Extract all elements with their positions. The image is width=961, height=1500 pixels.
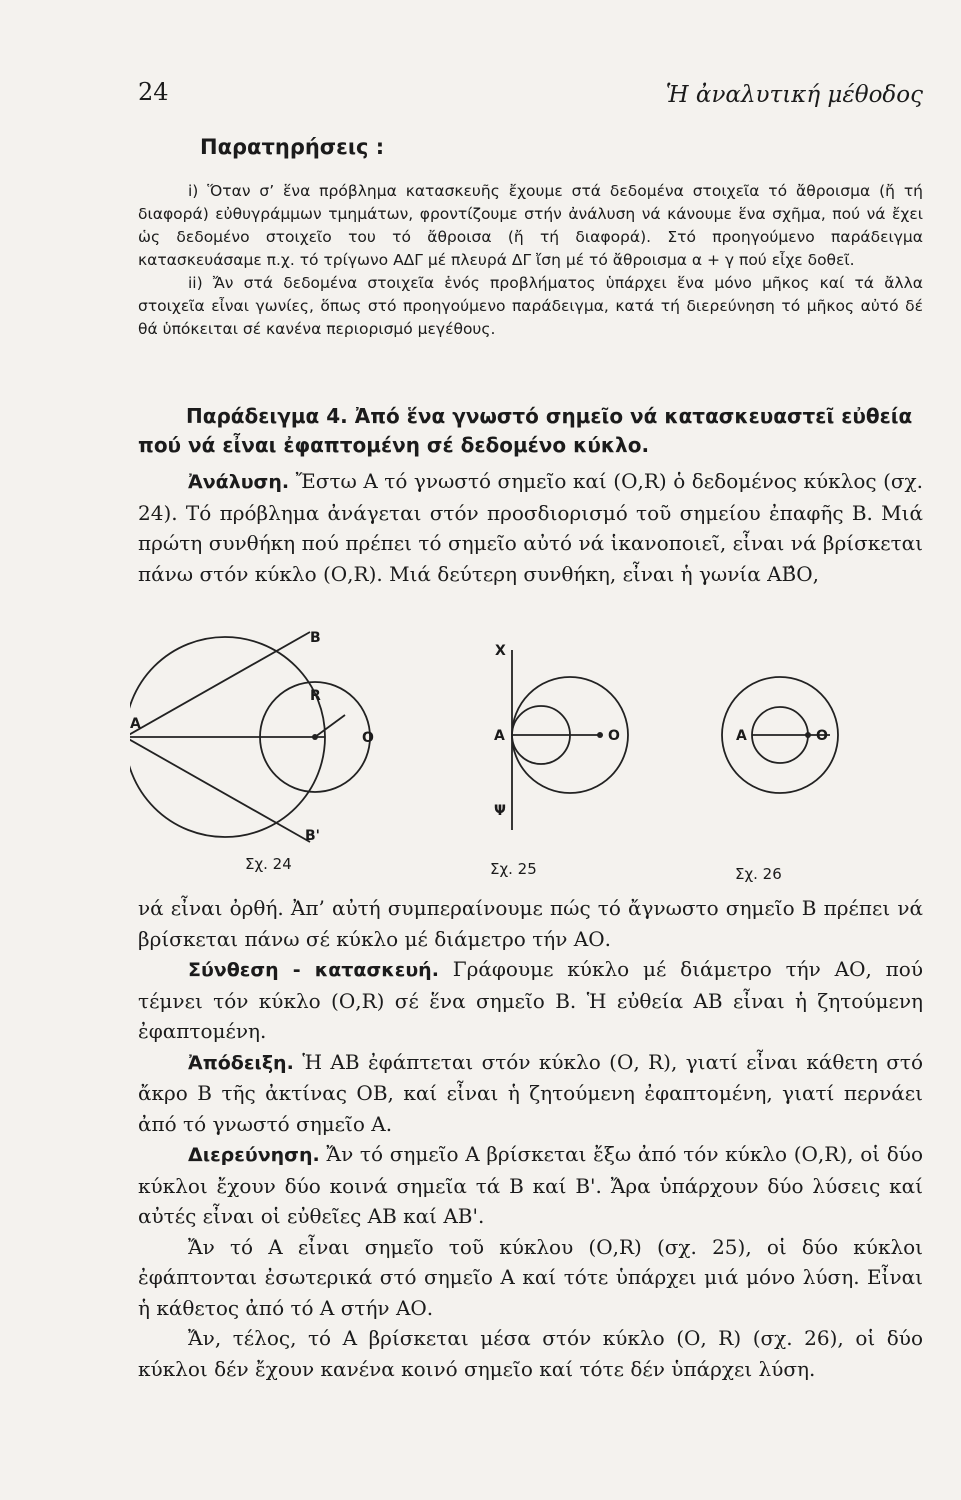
remarks-block (138, 180, 923, 341)
fig25-label-x: X (495, 643, 506, 659)
fig24-caption: Σχ. 24 (245, 855, 292, 873)
angle-abo: ΑΒ̂Ο, (767, 561, 820, 586)
discussion-heading: Διερεύνηση. (188, 1144, 320, 1166)
analysis-paragraph (138, 466, 923, 589)
fig24-tangent-ab-prime (130, 737, 310, 842)
figures (130, 620, 930, 890)
fig24-radius (315, 715, 345, 737)
fig24-tangent-ab (130, 632, 310, 737)
analysis-heading: Ἀνάλυση. (188, 471, 290, 493)
synthesis-paragraph (138, 954, 923, 1047)
discussion-text-1: Ἄν τό σημεῖο Α βρίσκεται ἔξω ἀπό τόν κύκλο (Ο,R), οἱ δύο κύκλοι ἔχουν δύο κοινά σημεῖα τά Β καί Β'. Ἄρα ὑπάρχουν δύο λύσεις καί αὐτές εἶναι οἱ εὐθεῖες ΑΒ καί ΑΒ'. (138, 1142, 923, 1228)
fig24-label-o: Ο (362, 730, 374, 746)
fig24-label-b: Β (310, 630, 321, 646)
analysis-continuation: νά εἶναι ὀρθή. Ἀπ’ αὐτή συμπεραίνουμε πώς τό ἄγνωστο σημεῖο Β πρέπει νά βρίσκεται πάνω σέ κύκλο μέ διάμετρο τήν ΑΟ. (138, 896, 923, 951)
fig25-label-psi: Ψ (494, 803, 506, 819)
synthesis-heading: Σύνθεση - κατασκευή. (188, 959, 439, 981)
example-title (138, 402, 923, 460)
remarks-title: Παρατηρήσεις : (200, 135, 385, 159)
fig26-caption: Σχ. 26 (735, 865, 782, 883)
fig25-label-o: Ο (608, 728, 620, 744)
discussion-text-3: Ἄν, τέλος, τό Α βρίσκεται μέσα στόν κύκλο (Ο, R) (σχ. 26), οἱ δύο κύκλοι δέν ἔχουν κανένα κοινό σημεῖο καί τότε δέν ὑπάρχει λύση. (138, 1326, 923, 1381)
fig24-label-a: Α (130, 716, 141, 732)
page-header (138, 78, 923, 118)
fig24-label-r: R (310, 688, 321, 704)
discussion-text-2: Ἄν τό Α εἶναι σημεῖο τοῦ κύκλου (Ο,R) (σχ. 25), οἱ δύο κύκλοι ἐφάπτονται ἐσωτερικά στό σημεῖο Α καί τότε ὑπάρχει μιά μόνο λύση. Εἶναι ἡ κάθετος ἀπό τό Α στήν ΑΟ. (138, 1234, 923, 1320)
remark-2: ii) Ἄν στά δεδομένα στοιχεῖα ἑνός προβλήματος ὑπάρχει ἕνα μόνο μῆκος καί τά ἄλλα στοιχεῖα εἶναι γωνίες, ὅπως στό προηγούμενο παράδειγμα, κατά τή διερεύνηση τό μῆκος αὐτό δέ θά ὑπόκειται σέ κανένα περιορισμό μεγέθους. (138, 274, 923, 338)
proof-paragraph (138, 1047, 923, 1140)
example-label: Παράδειγμα 4. (186, 404, 348, 428)
example-statement: Ἀπό ἕνα γνωστό σημεῖο νά κατασκευαστεῖ εὐθεία πού νά εἶναι ἐφαπτομένη σέ δεδομένο κύκλο. (138, 404, 913, 457)
analysis-text: Ἔστω Α τό γνωστό σημεῖο καί (Ο,R) ὁ δεδομένος κύκλος (σχ. 24). Τό πρόβλημα ἀνάγεται στόν προσδιορισμό τοῦ σημείου ἐπαφῆς Β. Μιά πρώτη συνθήκη πού πρέπει τό σημεῖο αὐτό νά ἱκανοποιεῖ, εἶναι νά βρίσκεται πάνω στόν κύκλο (Ο,R). Μιά δεύτερη συνθήκη, εἶναι ἡ γωνία (138, 469, 924, 586)
discussion-paragraph (138, 1139, 923, 1232)
fig24-label-b-prime: Β' (305, 828, 320, 844)
fig25-caption: Σχ. 25 (490, 860, 537, 878)
synthesis-text: Γράφουμε κύκλο μέ διάμετρο τήν ΑΟ, πού τέμνει τόν κύκλο (Ο,R) σέ ἕνα σημεῖο Β. Ἡ εὐθεία ΑΒ εἶναι ἡ ζητούμενη ἐφαπτομένη. (138, 957, 923, 1043)
page-number: 24 (138, 78, 169, 106)
fig25-point-o (597, 732, 603, 738)
geometry-figures (130, 620, 930, 890)
proof-text: Ἡ ΑΒ ἐφάπτεται στόν κύκλο (Ο, R), γιατί εἶναι κάθετη στό ἄκρο Β τῆς ἀκτίνας ΟΒ, καί εἶναι ἡ ζητούμενη ἐφαπτομένη, γιατί περνάει ἀπό τό γνωστό σημεῖο Α. (138, 1049, 923, 1136)
fig26-point-o (805, 732, 811, 738)
proof-heading: Ἀπόδειξη. (188, 1051, 294, 1074)
fig26-label-a: Α (736, 728, 747, 744)
fig25-label-a: Α (494, 728, 505, 744)
fig24-point-o (312, 734, 318, 740)
remark-1: i) Ὅταν σ’ ἕνα πρόβλημα κατασκευῆς ἔχουμε στά δεδομένα στοιχεῖα τό ἄθροισμα (ἤ τή διαφορά) εὐθυγράμμων τμημάτων, φροντίζουμε στήν ἀνάλυση νά κάνουμε ἕνα σχῆμα, πού νά ἔχει ὡς δεδομένο στοιχεῖο του τό ἄθροισα (ἤ τή διαφορά). Στό προηγούμενο παράδειγμα κατασκευάσαμε π.χ. τό τρίγωνο ΑΔΓ μέ πλευρά ΔΓ ἴση μέ τό ἄθροισμα α + γ πού εἶχε δοθεῖ. (138, 182, 923, 269)
fig26-label-o: Ο (816, 728, 828, 744)
running-title: Ἡ ἀναλυτική μέθοδος (665, 82, 923, 108)
body-after-figures (138, 893, 923, 1384)
